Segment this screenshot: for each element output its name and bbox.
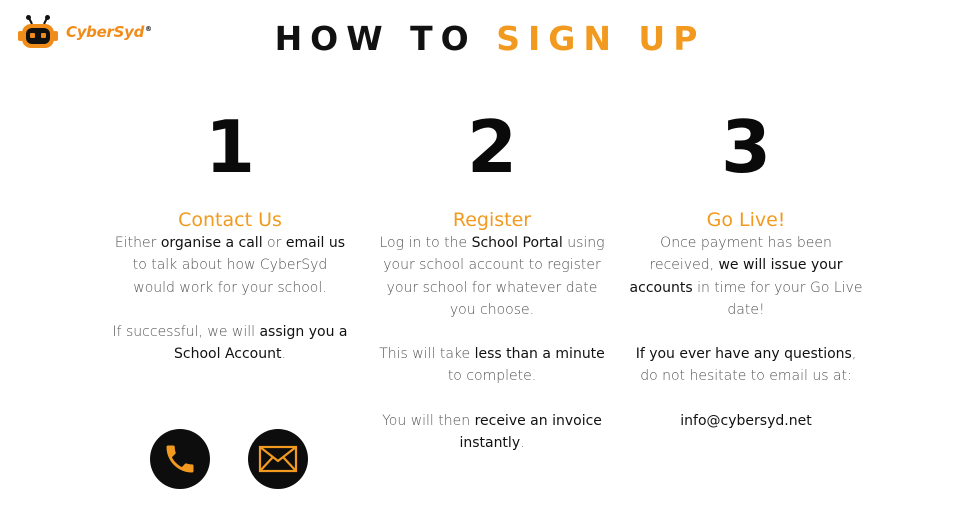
step-paragraph bbox=[110, 321, 350, 366]
highlight-text: receive an invoice instantly bbox=[459, 412, 602, 452]
step-paragraph bbox=[626, 232, 866, 321]
highlight-text: If you ever have any questions bbox=[635, 346, 852, 363]
body-text: You will then bbox=[382, 412, 475, 429]
step-title: Register bbox=[452, 209, 532, 231]
step-paragraph bbox=[372, 232, 612, 321]
highlight-text: less than a minute bbox=[474, 346, 605, 363]
step-number: 2 bbox=[466, 105, 518, 189]
body-text: using your school account to register your school for whatever date you choose. bbox=[383, 235, 605, 318]
highlight-text: we will issue your accounts bbox=[629, 257, 843, 296]
highlight-text: email us bbox=[285, 235, 346, 251]
call-button[interactable] bbox=[150, 429, 210, 489]
step-body bbox=[626, 232, 866, 432]
body-text: to complete. bbox=[447, 368, 537, 385]
body-text: If successful, we will bbox=[112, 323, 260, 340]
body-text: to talk about how CyberSyd would work for your school. bbox=[132, 257, 328, 296]
highlight-text: organise a call bbox=[160, 235, 263, 251]
step-paragraph bbox=[372, 343, 612, 388]
page-title bbox=[0, 18, 980, 60]
step-number: 1 bbox=[204, 105, 256, 189]
step-body bbox=[110, 232, 350, 365]
body-text: . bbox=[281, 346, 286, 363]
step-number: 3 bbox=[720, 105, 772, 189]
step-title: Contact Us bbox=[178, 209, 282, 231]
step-paragraph bbox=[626, 343, 866, 388]
body-text: Once payment has been received, bbox=[649, 235, 832, 274]
page-title-part2: SIGN UP bbox=[496, 19, 706, 58]
highlight-text: School Portal bbox=[471, 235, 563, 251]
highlight-text: assign you a School Account bbox=[174, 323, 348, 363]
body-text: in time for your Go Live date! bbox=[692, 279, 863, 318]
step-body bbox=[372, 232, 612, 454]
step-paragraph bbox=[626, 410, 866, 432]
body-text: or bbox=[262, 235, 286, 251]
body-text: Log in to the bbox=[379, 235, 472, 251]
step-1 bbox=[110, 102, 350, 387]
phone-icon bbox=[162, 441, 198, 477]
step-3 bbox=[626, 102, 866, 454]
step-paragraph bbox=[372, 410, 612, 455]
email-button[interactable] bbox=[248, 429, 308, 489]
step-2 bbox=[372, 102, 612, 476]
step-paragraph bbox=[110, 232, 350, 299]
registered-mark: ® bbox=[145, 25, 152, 33]
step-title: Go Live! bbox=[706, 209, 786, 231]
body-text: . bbox=[520, 435, 525, 452]
page-title-part1: HOW TO bbox=[274, 19, 497, 58]
body-text: , do not hesitate to email us at: bbox=[640, 346, 857, 385]
brand-name: CyberSyd® bbox=[66, 23, 152, 41]
highlight-text: info@cybersyd.net bbox=[680, 412, 812, 429]
body-text: This will take bbox=[379, 346, 475, 363]
envelope-icon bbox=[258, 444, 298, 474]
body-text: Either bbox=[114, 235, 161, 251]
